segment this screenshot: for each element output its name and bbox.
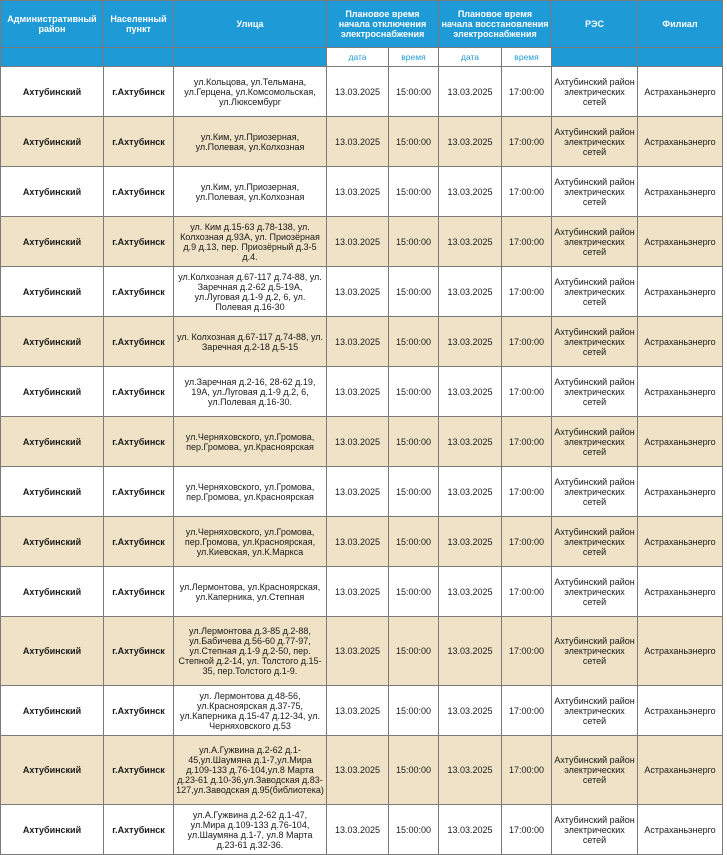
subheader-blank: [1, 48, 104, 67]
settlement-cell: г.Ахтубинск: [104, 117, 174, 167]
table-row: [1, 617, 723, 686]
res-cell: Ахтубинский район электрических сетей: [552, 217, 638, 267]
on-date-cell: 13.03.2025: [439, 217, 502, 267]
on-time-cell: 17:00:00: [502, 317, 552, 367]
off-date-cell: 13.03.2025: [327, 217, 389, 267]
table-row: [1, 267, 723, 317]
on-date-cell: 13.03.2025: [439, 805, 502, 855]
settlement-cell: г.Ахтубинск: [104, 67, 174, 117]
on-time-cell: 17:00:00: [502, 67, 552, 117]
on-date-cell: 13.03.2025: [439, 267, 502, 317]
off-time-cell: 15:00:00: [389, 117, 439, 167]
on-date-cell: 13.03.2025: [439, 736, 502, 805]
table-row: [1, 736, 723, 805]
on-date-cell: 13.03.2025: [439, 67, 502, 117]
branch-cell: Астраханьэнерго: [638, 517, 723, 567]
subheader-on-time: время: [502, 48, 552, 67]
settlement-cell: г.Ахтубинск: [104, 805, 174, 855]
district-cell: Ахтубинский: [1, 805, 104, 855]
off-date-cell: 13.03.2025: [327, 317, 389, 367]
branch-cell: Астраханьэнерго: [638, 317, 723, 367]
district-cell: Ахтубинский: [1, 736, 104, 805]
district-cell: Ахтубинский: [1, 367, 104, 417]
on-time-cell: 17:00:00: [502, 417, 552, 467]
settlement-cell: г.Ахтубинск: [104, 267, 174, 317]
table-row: [1, 686, 723, 736]
off-date-cell: 13.03.2025: [327, 467, 389, 517]
branch-cell: Астраханьэнерго: [638, 67, 723, 117]
off-time-cell: 15:00:00: [389, 317, 439, 367]
off-time-cell: 15:00:00: [389, 467, 439, 517]
branch-cell: Астраханьэнерго: [638, 367, 723, 417]
settlement-cell: г.Ахтубинск: [104, 467, 174, 517]
header-row: [1, 1, 723, 48]
street-cell: ул.Колхозная д.67-117 д.74-88, ул. Заречная д.2-62 д.5-19А, ул.Луговая д.1-9 д.2, 6, ул. Полевая д.16-30: [174, 267, 327, 317]
on-time-cell: 17:00:00: [502, 267, 552, 317]
settlement-cell: г.Ахтубинск: [104, 617, 174, 686]
district-cell: Ахтубинский: [1, 167, 104, 217]
off-date-cell: 13.03.2025: [327, 67, 389, 117]
res-cell: Ахтубинский район электрических сетей: [552, 567, 638, 617]
res-cell: Ахтубинский район электрических сетей: [552, 467, 638, 517]
res-cell: Ахтубинский район электрических сетей: [552, 736, 638, 805]
off-time-cell: 15:00:00: [389, 167, 439, 217]
street-cell: ул.Черняховского, ул.Громова, пер.Громова, ул.Красноярская: [174, 467, 327, 517]
street-cell: ул.Черняховского, ул.Громова, пер.Громова, ул.Красноярская, ул.Киевская, ул.К.Маркса: [174, 517, 327, 567]
district-cell: Ахтубинский: [1, 417, 104, 467]
off-time-cell: 15:00:00: [389, 267, 439, 317]
res-cell: Ахтубинский район электрических сетей: [552, 317, 638, 367]
on-date-cell: 13.03.2025: [439, 417, 502, 467]
branch-cell: Астраханьэнерго: [638, 686, 723, 736]
branch-cell: Астраханьэнерго: [638, 217, 723, 267]
on-date-cell: 13.03.2025: [439, 686, 502, 736]
branch-cell: Астраханьэнерго: [638, 467, 723, 517]
on-time-cell: 17:00:00: [502, 467, 552, 517]
street-cell: ул.Заречная д.2-16, 28-62 д.19, 19А, ул.Луговая д.1-9 д.2, 6, ул.Полевая д.16-30.: [174, 367, 327, 417]
branch-cell: Астраханьэнерго: [638, 167, 723, 217]
on-date-cell: 13.03.2025: [439, 567, 502, 617]
off-time-cell: 15:00:00: [389, 417, 439, 467]
header-restore-time: Плановое время начала восстановления электроснабжения: [439, 1, 552, 48]
off-date-cell: 13.03.2025: [327, 686, 389, 736]
on-time-cell: 17:00:00: [502, 736, 552, 805]
off-time-cell: 15:00:00: [389, 67, 439, 117]
table-row: [1, 117, 723, 167]
branch-cell: Астраханьэнерго: [638, 617, 723, 686]
district-cell: Ахтубинский: [1, 567, 104, 617]
street-cell: ул. Лермонтова д.48-56, ул.Красноярская д.37-75, ул.Каперника д.15-47 д.12-34, ул. Черняховского д.53: [174, 686, 327, 736]
res-cell: Ахтубинский район электрических сетей: [552, 805, 638, 855]
header-branch: Филиал: [638, 1, 723, 48]
settlement-cell: г.Ахтубинск: [104, 167, 174, 217]
off-date-cell: 13.03.2025: [327, 367, 389, 417]
res-cell: Ахтубинский район электрических сетей: [552, 367, 638, 417]
street-cell: ул.Лермонтова, ул.Красноярская, ул.Каперника, ул.Степная: [174, 567, 327, 617]
subheader-blank: [174, 48, 327, 67]
res-cell: Ахтубинский район электрических сетей: [552, 517, 638, 567]
off-time-cell: 15:00:00: [389, 367, 439, 417]
res-cell: Ахтубинский район электрических сетей: [552, 686, 638, 736]
on-date-cell: 13.03.2025: [439, 117, 502, 167]
branch-cell: Астраханьэнерго: [638, 805, 723, 855]
district-cell: Ахтубинский: [1, 467, 104, 517]
district-cell: Ахтубинский: [1, 686, 104, 736]
res-cell: Ахтубинский район электрических сетей: [552, 167, 638, 217]
street-cell: ул.Лермонтова д.3-85 д.2-88, ул.Бабичева д.56-60 д.77-97, ул.Степная д.1-9 д.2-50, пер. Степной д.2-14, ул. Толстого д.15-35, пер.Толстого д.1-9.: [174, 617, 327, 686]
settlement-cell: г.Ахтубинск: [104, 686, 174, 736]
off-time-cell: 15:00:00: [389, 567, 439, 617]
settlement-cell: г.Ахтубинск: [104, 736, 174, 805]
district-cell: Ахтубинский: [1, 217, 104, 267]
header-res: РЭС: [552, 1, 638, 48]
district-cell: Ахтубинский: [1, 517, 104, 567]
off-time-cell: 15:00:00: [389, 805, 439, 855]
on-date-cell: 13.03.2025: [439, 317, 502, 367]
settlement-cell: г.Ахтубинск: [104, 217, 174, 267]
table-row: [1, 467, 723, 517]
header-street: Улица: [174, 1, 327, 48]
off-date-cell: 13.03.2025: [327, 167, 389, 217]
on-time-cell: 17:00:00: [502, 686, 552, 736]
table-row: [1, 367, 723, 417]
on-time-cell: 17:00:00: [502, 167, 552, 217]
res-cell: Ахтубинский район электрических сетей: [552, 267, 638, 317]
settlement-cell: г.Ахтубинск: [104, 367, 174, 417]
off-date-cell: 13.03.2025: [327, 267, 389, 317]
res-cell: Ахтубинский район электрических сетей: [552, 417, 638, 467]
street-cell: ул.Ким, ул.Приозерная, ул.Полевая, ул.Колхозная: [174, 117, 327, 167]
off-date-cell: 13.03.2025: [327, 736, 389, 805]
subheader-blank: [552, 48, 638, 67]
street-cell: ул. Колхозная д.67-117 д.74-88, ул. Заречная д.2-18 д.5-15: [174, 317, 327, 367]
on-date-cell: 13.03.2025: [439, 617, 502, 686]
res-cell: Ахтубинский район электрических сетей: [552, 117, 638, 167]
on-time-cell: 17:00:00: [502, 805, 552, 855]
street-cell: ул.Ким, ул.Приозерная, ул.Полевая, ул.Колхозная: [174, 167, 327, 217]
on-date-cell: 13.03.2025: [439, 167, 502, 217]
district-cell: Ахтубинский: [1, 317, 104, 367]
table-row: [1, 167, 723, 217]
subheader-blank: [104, 48, 174, 67]
branch-cell: Астраханьэнерго: [638, 267, 723, 317]
res-cell: Ахтубинский район электрических сетей: [552, 67, 638, 117]
table-row: [1, 517, 723, 567]
off-time-cell: 15:00:00: [389, 517, 439, 567]
on-date-cell: 13.03.2025: [439, 517, 502, 567]
subheader-on-date: дата: [439, 48, 502, 67]
branch-cell: Астраханьэнерго: [638, 417, 723, 467]
street-cell: ул.А.Гужвина д.2-62 д.1-47, ул.Мира д.109-133 д.76-104, ул.Шаумяна д.1-7, ул.8 Марта д.23-61 д.32-36.: [174, 805, 327, 855]
on-date-cell: 13.03.2025: [439, 467, 502, 517]
on-date-cell: 13.03.2025: [439, 367, 502, 417]
off-time-cell: 15:00:00: [389, 686, 439, 736]
settlement-cell: г.Ахтубинск: [104, 417, 174, 467]
branch-cell: Астраханьэнерго: [638, 117, 723, 167]
on-time-cell: 17:00:00: [502, 567, 552, 617]
street-cell: ул.А.Гужвина д.2-62 д.1-45,ул.Шаумяна д.1-7,ул.Мира д.109-133 д.76-104,ул.8 Марта д.23-61 д.10-36,ул.Заводская д.83-127,ул.Заводская д.95(библиотека): [174, 736, 327, 805]
subheader-off-date: дата: [327, 48, 389, 67]
district-cell: Ахтубинский: [1, 267, 104, 317]
street-cell: ул.Черняховского, ул.Громова, пер.Громова, ул.Красноярская: [174, 417, 327, 467]
table-row: [1, 217, 723, 267]
res-cell: Ахтубинский район электрических сетей: [552, 617, 638, 686]
off-date-cell: 13.03.2025: [327, 617, 389, 686]
on-time-cell: 17:00:00: [502, 367, 552, 417]
table-row: [1, 417, 723, 467]
table-row: [1, 317, 723, 367]
off-date-cell: 13.03.2025: [327, 805, 389, 855]
off-date-cell: 13.03.2025: [327, 517, 389, 567]
settlement-cell: г.Ахтубинск: [104, 317, 174, 367]
on-time-cell: 17:00:00: [502, 117, 552, 167]
off-time-cell: 15:00:00: [389, 217, 439, 267]
subheader-off-time: время: [389, 48, 439, 67]
table-row: [1, 567, 723, 617]
branch-cell: Астраханьэнерго: [638, 736, 723, 805]
on-time-cell: 17:00:00: [502, 217, 552, 267]
settlement-cell: г.Ахтубинск: [104, 567, 174, 617]
on-time-cell: 17:00:00: [502, 517, 552, 567]
street-cell: ул. Ким д.15-63 д.78-138, ул. Колхозная д.93А, ул. Приозёрная д.9 д.13, пер. Приозёрный д.3-5 д.4.: [174, 217, 327, 267]
district-cell: Ахтубинский: [1, 617, 104, 686]
off-date-cell: 13.03.2025: [327, 117, 389, 167]
table-row: [1, 805, 723, 855]
table-row: [1, 67, 723, 117]
branch-cell: Астраханьэнерго: [638, 567, 723, 617]
table-body: [1, 67, 723, 855]
district-cell: Ахтубинский: [1, 117, 104, 167]
header-district: Административный район: [1, 1, 104, 48]
header-off-time: Плановое время начала отключения электроснабжения: [327, 1, 439, 48]
district-cell: Ахтубинский: [1, 67, 104, 117]
off-date-cell: 13.03.2025: [327, 417, 389, 467]
on-time-cell: 17:00:00: [502, 617, 552, 686]
off-time-cell: 15:00:00: [389, 617, 439, 686]
settlement-cell: г.Ахтубинск: [104, 517, 174, 567]
street-cell: ул.Кольцова, ул.Тельмана, ул.Герцена, ул.Комсомольская, ул.Люксембург: [174, 67, 327, 117]
header-settlement: Населенный пункт: [104, 1, 174, 48]
off-date-cell: 13.03.2025: [327, 567, 389, 617]
off-time-cell: 15:00:00: [389, 736, 439, 805]
subheader-row: [1, 48, 723, 67]
subheader-blank: [638, 48, 723, 67]
